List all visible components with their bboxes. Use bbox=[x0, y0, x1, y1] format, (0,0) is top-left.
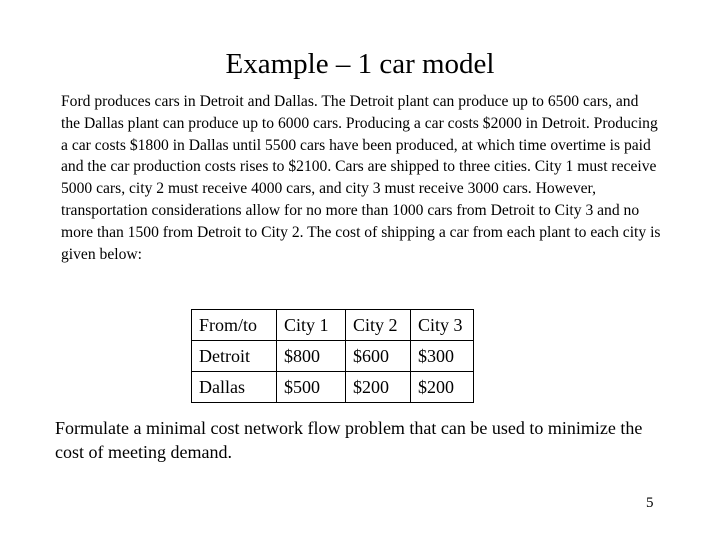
table-row bbox=[192, 372, 474, 403]
table-header-row bbox=[192, 310, 474, 341]
table-header-cell: City 2 bbox=[346, 310, 411, 341]
table-header-cell: From/to bbox=[192, 310, 277, 341]
table-cell: $800 bbox=[277, 341, 346, 372]
table-cell: $600 bbox=[346, 341, 411, 372]
table-header-cell: City 1 bbox=[277, 310, 346, 341]
table-cell: $200 bbox=[411, 372, 474, 403]
table-cell: Dallas bbox=[192, 372, 277, 403]
table-cell: $500 bbox=[277, 372, 346, 403]
shipping-cost-table bbox=[191, 309, 474, 403]
page-number: 5 bbox=[646, 495, 654, 511]
table-row bbox=[192, 341, 474, 372]
table-cell: Detroit bbox=[192, 341, 277, 372]
table-header-cell: City 3 bbox=[411, 310, 474, 341]
slide-title: Example – 1 car model bbox=[225, 48, 495, 80]
table-cell: $300 bbox=[411, 341, 474, 372]
task-statement: Formulate a minimal cost network flow problem that can be used to minimize the cost of meeting demand. bbox=[55, 418, 643, 462]
table-cell: $200 bbox=[346, 372, 411, 403]
problem-statement: Ford produces cars in Detroit and Dallas. The Detroit plant can produce up to 6500 cars, and the Dallas plant can produce up to 6000 cars. Producing a car costs $2000 in Detroit. Producing a car costs $1800 in Dallas until 5500 cars have been produced, at which time overtime is paid and the car production costs rises to $2100. Cars are shipped to three cities. City 1 must receive 5000 cars, city 2 must receive 4000 cars, and city 3 must receive 3000 cars. However, transportation considerations allow for no more than 1000 cars from Detroit to City 3 and no more than 1500 from Detroit to City 2. The cost of shipping a car from each plant to each city is given below: bbox=[61, 93, 661, 263]
